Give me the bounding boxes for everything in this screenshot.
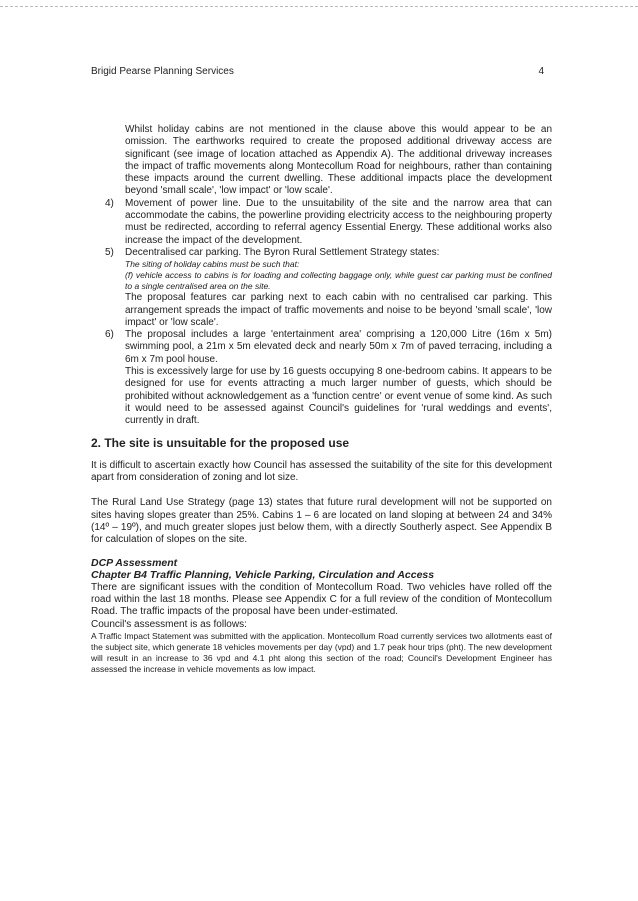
list-number: 6) xyxy=(105,329,114,341)
page-top-border xyxy=(0,6,638,7)
dcp-heading: DCP Assessment xyxy=(91,556,178,569)
strategy-quote-clause: (f) vehicle access to cabins is for loading and collecting baggage only, while guest car parking must be confined to a single centralised area on the site. xyxy=(125,270,552,292)
page-number: 4 xyxy=(538,66,544,77)
list-number: 5) xyxy=(105,246,114,258)
section-heading: 2. The site is unsuitable for the proposed use xyxy=(91,435,350,450)
list-number: 4) xyxy=(105,197,114,209)
list-item-followup: The proposal features car parking next to each cabin with no centralised car parking. This arrangement spreads the impact of traffic movements and noise to be beyond 'small scale', 'low impact' or 'low scale'. xyxy=(125,292,552,328)
document-body xyxy=(91,124,552,676)
list-item-text: The proposal includes a large 'entertainment area' comprising a 120,000 Litre (16m x 5m) swimming pool, a 21m x 5m elevated deck and nearly 50m x 7m of paved terracing, including a 6m x 7m pool house. xyxy=(125,329,552,365)
issue-list xyxy=(91,198,552,428)
section-paragraph: The Rural Land Use Strategy (page 13) states that future rural development will not be supported on sites having slopes greater than 25%. Cabins 1 – 6 are located on land sloping at between 24 and 34% (14º – 19º), and much greater slopes just below them, with a directly Southerly aspect. See Appendix B for calculation of slopes on the site. xyxy=(91,497,552,546)
list-item-5 xyxy=(91,247,552,329)
chapter-heading: Chapter B4 Traffic Planning, Vehicle Parking, Circulation and Access xyxy=(91,569,435,582)
strategy-quote-line: The siting of holiday cabins must be such that: xyxy=(125,259,300,270)
intro-paragraph: Whilst holiday cabins are not mentioned in the clause above this would appear to be an omission. The earthworks required to create the proposed additional driveway access are significant (see image of location attached as Appendix A). The additional driveway increases the impact of traffic movements along Montecollum Road for neighbours, rather than containing these impacts around the current dwelling. These additional impacts place the development beyond 'small scale', 'low impact' or 'low scale'. xyxy=(125,124,552,197)
list-item-6 xyxy=(91,329,552,427)
council-assessment-quote: A Traffic Impact Statement was submitted with the application. Montecollum Road currently services two allotments east of the subject site, which generate 18 vehicles movements per day (vpd) and 1.7 peak hour trips (pht). The new development will result in an increase to 36 vpd and 4.1 pht along this section of the road; Council's Development Engineer has assessed the increase in vehicle movements as low impact. xyxy=(91,630,552,675)
dcp-paragraph: Council's assessment is as follows: xyxy=(91,618,247,630)
header-author: Brigid Pearse Planning Services xyxy=(91,66,234,77)
section-paragraph: It is difficult to ascertain exactly how Council has assessed the suitability of the site for this development apart from consideration of zoning and lot size. xyxy=(91,459,552,484)
dcp-paragraph: There are significant issues with the condition of Montecollum Road. Two vehicles have rolled off the road within the last 18 months. Please see Appendix C for a full review of the condition of Montecollum Road. The traffic impacts of the proposal have been under-estimated. xyxy=(91,581,552,618)
list-item-text: Decentralised car parking. The Byron Rural Settlement Strategy states: xyxy=(125,246,440,258)
list-item-4 xyxy=(91,198,552,247)
list-item-text: Movement of power line. Due to the unsuitability of the site and the narrow area that can accommodate the cabins, the powerline providing electricity access to the neighbouring property must be redirected, according to referral agency Essential Energy. These additional works also increase the impact of the development. xyxy=(125,197,552,246)
list-item-followup: This is excessively large for use by 16 guests occupying 8 one-bedroom cabins. It appears to be designed for use for events attracting a much larger number of guests, which should be prohibited without acknowledgement as a 'function centre' or event venue of some kind. As such it would need to be assessed against Council's guidelines for 'rural weddings and events', currently in draft. xyxy=(125,366,552,427)
page-header xyxy=(91,66,544,77)
